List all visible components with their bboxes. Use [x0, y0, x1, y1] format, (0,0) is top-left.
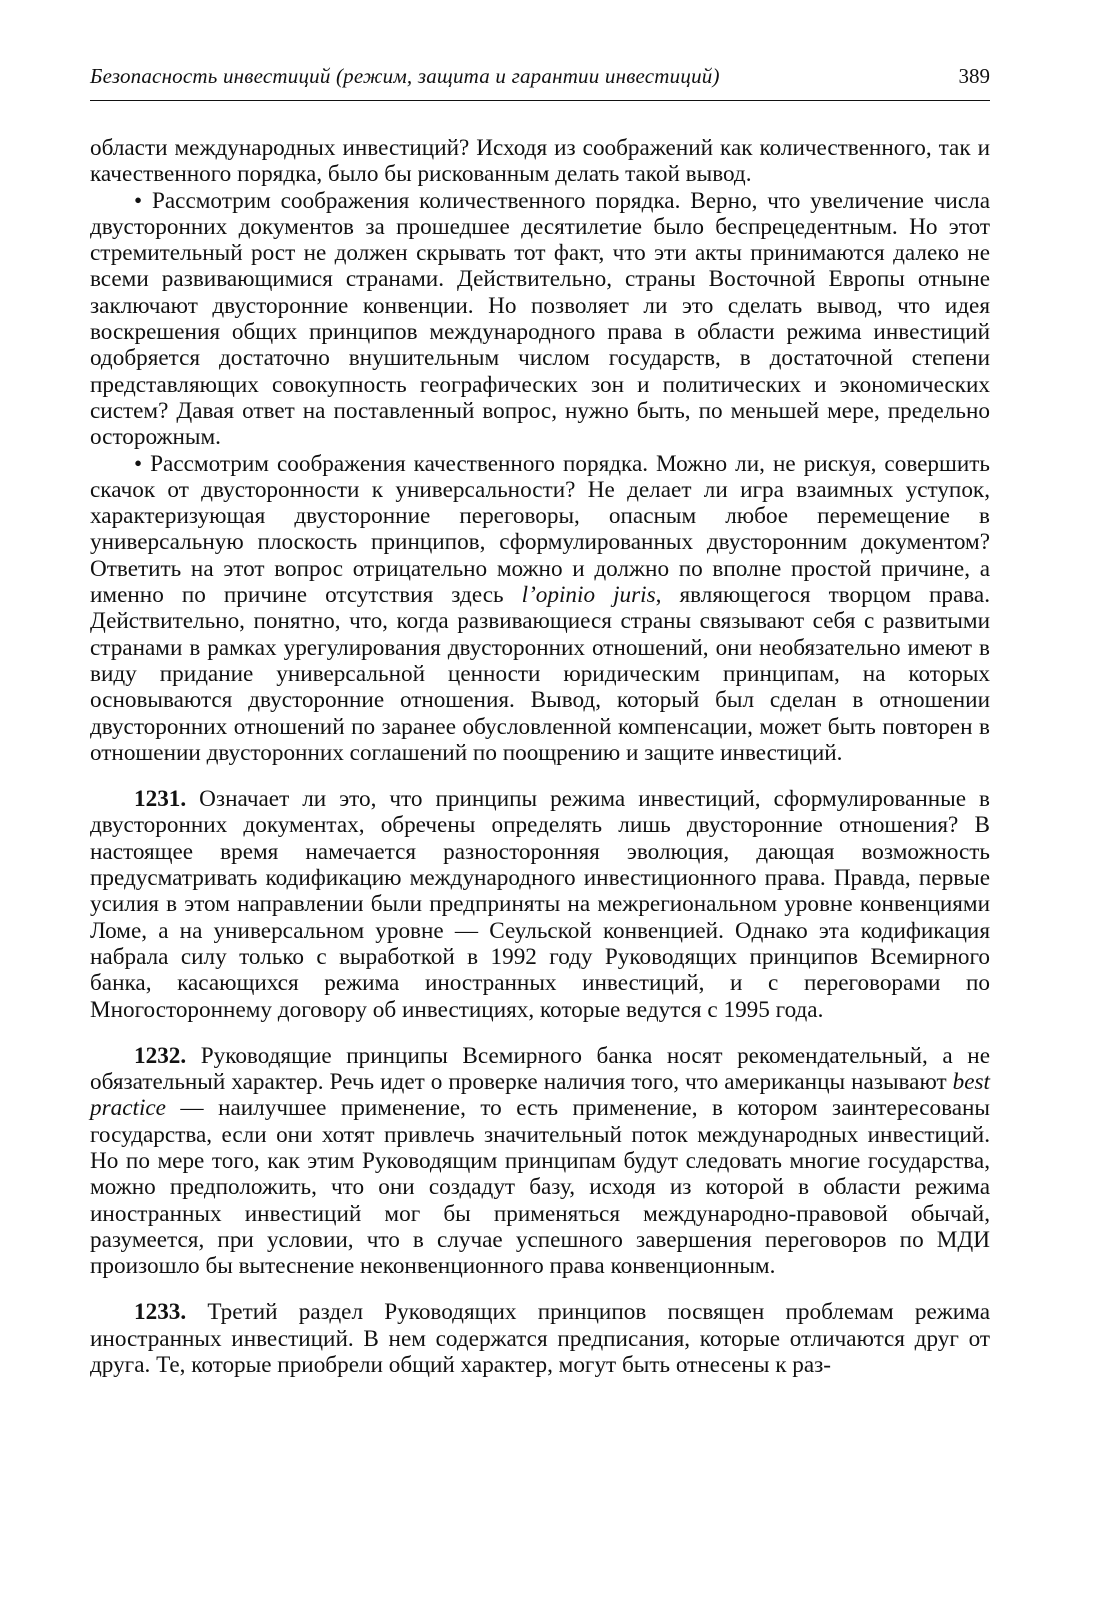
section-1231 — [90, 786, 990, 1023]
paragraph-continuation: области международных инвестиций? Исходя из соображений как количественного, так и качественного порядка, было бы рискованным делать такой вывод. — [90, 135, 990, 188]
paragraph-quantitative: • Рассмотрим соображения количественного порядка. Верно, что увеличение числа двусторонних документов за прошедшее десятилетие было беспрецедентным. Но этот стремительный рост не должен скрывать тот факт, что эти акты принимаются далеко не всеми развивающимися странами. Действительно, страны Восточной Европы отныне заключают двусторонние конвенции. Но позволяет ли это сделать вывод, что идея воскрешения общих принципов международного права в области режима инвестиций одобряется достаточно внушительным числом государств, в достаточной степени представляющих совокупность географических зон и политических и экономических систем? Давая ответ на поставленный вопрос, нужно быть, по меньшей мере, предельно осторожным. — [90, 187, 990, 451]
section-1232 — [90, 1043, 990, 1280]
section-number-1231: 1231. — [134, 786, 187, 813]
running-header — [90, 64, 990, 101]
section-1232-text-a: Руководящие принципы Всемирного банка носят рекомендательный, а не обязательный характер. Речь идет о проверке наличия того, что американцы называют — [90, 1042, 990, 1096]
section-1233 — [90, 1299, 990, 1378]
section-1233-text: Третий раздел Руководящих принципов посвящен проблемам режима иностранных инвестиций. В нем содержатся предписания, которые отличаются друг от друга. Те, которые приобрели общий характер, могут быть отнесены к раз- — [90, 1299, 990, 1379]
opinio-juris-term: l’opinio juris — [521, 582, 656, 609]
best-practice-term: best practice — [90, 1069, 990, 1122]
section-1231-text: Означает ли это, что принципы режима инвестиций, сформулированные в двусторонних документах, обречены определять лишь двусторонние отношения? В настоящее время намечается разносторонняя эволюция, дающая возможность предусматривать кодификацию международного инвестиционного права. Правда, первые усилия в этом направлении были предприняты на межрегиональном уровне конвенциями Ломе, а на универсальном уровне — Сеульской конвенцией. Однако эта кодификация набрала силу только с выработкой в 1992 году Руководящих принципов Всемирного банка, касающихся режима иностранных инвестиций, и с переговорами по Многостороннему договору об инвестициях, которые ведутся с 1995 года. — [90, 786, 990, 1023]
body-text — [90, 135, 990, 1378]
section-1232-text-b: — наилучшее применение, то есть применение, в котором заинтересованы государства, если они хотят привлечь значительный поток международных инвестиций. Но по мере того, как этим Руководящим принципам будут следовать многие государства, можно предположить, что они создадут базу, исходя из которой в области режима иностранных инвестиций мог бы применяться международно-правовой обычай, разумеется, при условии, что в случае успешного завершения переговоров по МДИ произошло бы вытеснение неконвенционного права конвенционным. — [90, 1095, 990, 1280]
section-number-1233: 1233. — [134, 1299, 187, 1326]
paragraph-qualitative — [90, 451, 990, 767]
page — [90, 64, 990, 1378]
running-title: Безопасность инвестиций (режим, защита и гарантии инвестиций) — [90, 64, 720, 88]
section-number-1232: 1232. — [134, 1042, 187, 1069]
paragraph-qualitative-part-a: • Рассмотрим соображения качественного порядка. Можно ли, не рискуя, совершить скачок от двусторонности к универсальности? Не делает ли игра взаимных уступок, характеризующая двусторонние переговоры, опасным любое перемещение в универсальную плоскость принципов, сформулированных двусторонним документом? Ответить на этот вопрос отрицательно можно и должно по вполне простой причине, а именно по причине отсутствия здесь — [90, 450, 990, 609]
paragraph-qualitative-part-b: , являющегося творцом права. Действительно, понятно, что, когда развивающиеся страны связывают себя с развитыми странами в рамках урегулирования двусторонних отношений, они необязательно имеют в виду придание универсальной ценности юридическим принципам, на которых основываются двусторонние отношения. Вывод, который был сделан в отношении двусторонних отношений по заранее обусловленной компенсации, может быть повторен в отношении двусторонних соглашений по поощрению и защите инвестиций. — [90, 582, 990, 766]
page-number: 389 — [958, 64, 990, 88]
